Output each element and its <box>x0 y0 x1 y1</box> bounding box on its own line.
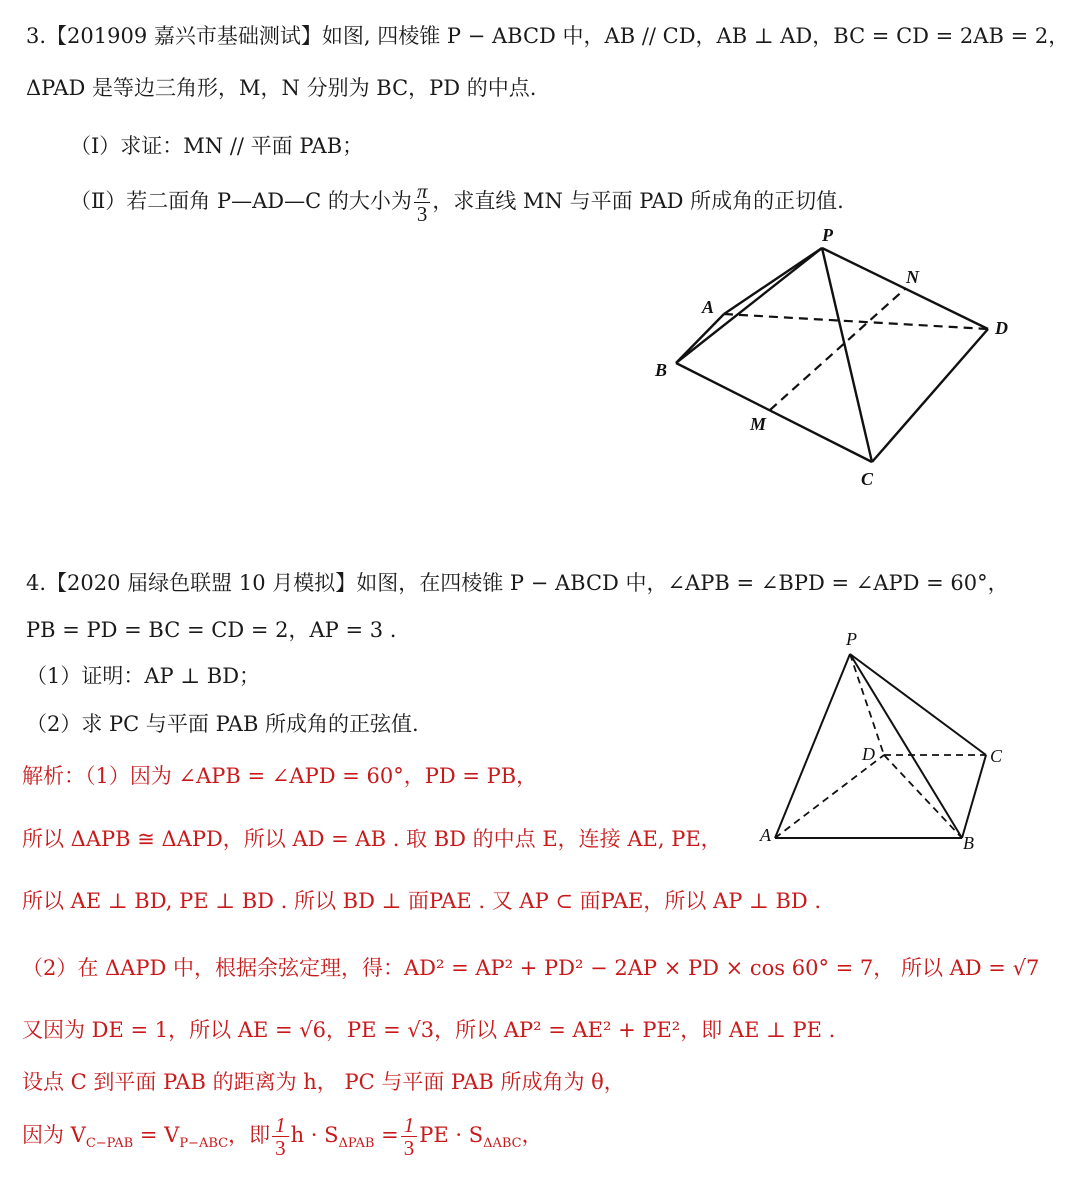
label-A: A <box>760 825 771 845</box>
label-C: C <box>861 469 874 489</box>
edge-BC <box>962 755 986 838</box>
one-third-fraction-2 <box>401 1114 418 1159</box>
label-C: C <box>990 746 1003 766</box>
problem4-statement: PB = PD = BC = CD = 2，AP = 3 . <box>26 618 397 642</box>
label-M: M <box>750 414 767 434</box>
solution-line-5: 又因为 DE = 1，所以 AE = √6，PE = √3，所以 AP² = AE² + PE²，即 AE ⊥ PE . <box>22 1018 836 1042</box>
label-P: P <box>822 225 833 245</box>
label-P: P <box>846 629 857 649</box>
s7-part-g: ， <box>521 1123 543 1147</box>
fraction-numerator: 1 <box>272 1114 289 1137</box>
problem3-part1: （Ⅰ）求证：MN // 平面 PAB； <box>70 134 364 158</box>
fraction-numerator: π <box>414 180 431 203</box>
problem3-part2-prefix: （Ⅱ）若二面角 P—AD—C 的大小为 <box>70 189 412 213</box>
label-B: B <box>963 833 974 853</box>
solution-line-3: 所以 AE ⊥ BD, PE ⊥ BD . 所以 BD ⊥ 面PAE . 又 AP ⊂ 面PAE，所以 AP ⊥ BD . <box>22 889 822 913</box>
s7-part-d: h · S <box>290 1123 339 1147</box>
fraction-denominator: 3 <box>416 202 428 226</box>
label-B: B <box>655 360 668 380</box>
label-D: D <box>995 318 1008 338</box>
problem3-statement: ΔPAD 是等边三角形，M，N 分别为 BC，PD 的中点. <box>26 76 537 100</box>
fraction-numerator: 1 <box>401 1114 418 1137</box>
edge-PC <box>850 654 986 755</box>
problem4-part2: （2）求 PC 与平面 PAB 所成角的正弦值. <box>26 712 419 736</box>
s7-part-a: 因为 V <box>22 1123 86 1147</box>
fraction-denominator: 3 <box>403 1136 415 1160</box>
problem3-header: 3.【201909 嘉兴市基础测试】如图, 四棱锥 P − ABCD 中，AB // CD，AB ⊥ AD，BC = CD = 2AB = 2， <box>26 24 1070 48</box>
fraction-denominator: 3 <box>275 1136 286 1160</box>
hidden-edge-DB <box>884 755 962 838</box>
solution-line-4: （2）在 ΔAPD 中，根据余弦定理，得：AD² = AP² + PD² − 2AP × PD × cos 60° = 7， 所以 AD = √7 <box>22 956 1040 980</box>
s7-part-f: PE · S <box>419 1123 484 1147</box>
problem4-header: 4.【2020 届绿色联盟 10 月模拟】如图，在四棱锥 P − ABCD 中，∠APB = ∠BPD = ∠APD = 60°， <box>26 571 1009 595</box>
s7-sub-4: ΔABC <box>483 1136 522 1152</box>
solution-line-2: 所以 ΔAPB ≅ ΔAPD，所以 AD = AB . 取 BD 的中点 E，连接 AE, PE， <box>22 827 722 851</box>
solution-line-1: 解析：（1）因为 ∠APB = ∠APD = 60°，PD = PB， <box>22 764 538 788</box>
problem4-part1: （1）证明：AP ⊥ BD； <box>26 664 261 688</box>
one-third-fraction-1 <box>272 1114 289 1159</box>
solution-line-6: 设点 C 到平面 PAB 的距离为 h， PC 与平面 PAB 所成角为 θ， <box>22 1070 625 1094</box>
solution-line-7 <box>22 1110 543 1169</box>
edge-PA <box>775 654 850 838</box>
s7-sub-1: C−PAB <box>85 1136 134 1152</box>
hidden-edge-PD <box>850 654 884 755</box>
s7-part-b: = V <box>133 1123 180 1147</box>
s7-part-c: ，即 <box>228 1123 271 1147</box>
s7-sub-2: P−ABC <box>179 1136 229 1152</box>
label-N: N <box>906 267 919 287</box>
problem3-part2-suffix: ，求直线 MN 与平面 PAD 所成角的正切值. <box>432 189 844 213</box>
label-A: A <box>702 297 715 317</box>
s7-part-e: = <box>374 1123 399 1147</box>
label-D: D <box>862 744 875 764</box>
s7-sub-3: ΔPAB <box>338 1136 375 1152</box>
